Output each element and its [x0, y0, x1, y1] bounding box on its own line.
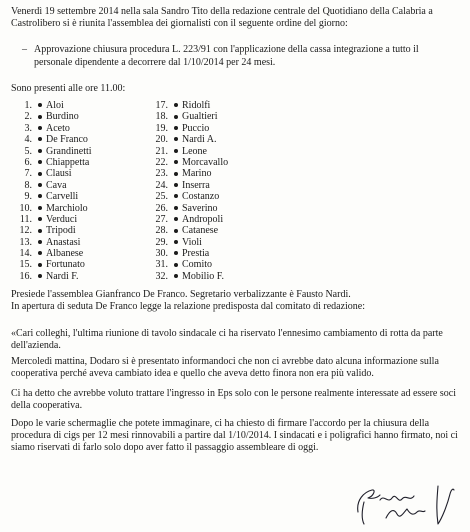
attendee-list-right — [144, 100, 228, 282]
present-heading: Sono presenti alle ore 11.00: — [11, 83, 126, 94]
attendee-row: 3. Aceto — [24, 122, 70, 134]
bullet-dot-icon — [174, 263, 178, 267]
attendee-row: 31. Comito — [155, 259, 213, 271]
bullet-dot-icon — [174, 229, 178, 233]
bullet-dot-icon — [38, 194, 42, 198]
handwritten-signature — [350, 478, 465, 528]
bullet-dot-icon — [174, 172, 178, 176]
attendee-row: 14. Albanese — [19, 248, 84, 260]
attendee-row: 6. Chiappetta — [24, 156, 90, 168]
attendee-row: 32. Mobilio F. — [155, 270, 224, 282]
bullet-dot-icon — [174, 137, 178, 141]
attendee-row: 15. Fortunato — [19, 259, 85, 271]
attendee-row: 7. Clausi — [24, 168, 72, 180]
report-paragraph: Dopo le varie schermaglie che potete immaginare, ci ha chiesto di firmare l'accordo per la chiusura della procedura di cigs per 12 mesi rinnovabili a partire dal 1/10/2014. I sindacati e i poligrafici hanno firmato, noi ci siamo riservati di farlo solo dopo aver fatto il passaggio assembleare di oggi. — [11, 418, 458, 453]
agenda-item-text: Approvazione chiusura procedura L. 223/91 con l'applicazione della cassa integrazione a tutto il personale dipendente a decorrere dal 1/10/2014 per 24 mesi. — [34, 44, 419, 68]
attendee-row: 17. Ridolfi — [155, 100, 211, 111]
attendee-row: 25. Costanzo — [155, 191, 220, 203]
attendee-row: 5. Grandinetti — [24, 145, 92, 157]
bullet-dot-icon — [174, 126, 178, 130]
bullet-dot-icon — [174, 115, 178, 119]
bullet-dot-icon — [38, 172, 42, 176]
bullet-dot-icon — [174, 194, 178, 198]
attendee-row: 4. De Franco — [24, 134, 88, 146]
attendee-row: 13. Anastasi — [19, 236, 81, 248]
intro-paragraph: Venerdì 19 settembre 2014 nella sala Sandro Tito della redazione centrale del Quotidiano della Calabria a Castrolibero si è riunita l'assemblea dei giornalisti con il seguente ordine del giorno: — [11, 6, 433, 29]
bullet-dot-icon — [174, 217, 178, 221]
attendee-row: 29. Violi — [155, 236, 202, 248]
attendee-row: 12. Tripodi — [19, 225, 76, 237]
attendee-row: 30. Prestia — [155, 248, 210, 260]
attendee-row: 26. Saverino — [155, 202, 218, 214]
bullet-dot-icon — [38, 240, 42, 244]
attendee-row: 27. Andropoli — [155, 213, 224, 225]
bullet-dot-icon — [38, 251, 42, 255]
bullet-dot-icon — [174, 149, 178, 153]
attendee-row: 16. Nardi F. — [19, 270, 79, 282]
bullet-dot-icon — [38, 137, 42, 141]
attendee-row: 8. Cava — [24, 179, 67, 191]
report-paragraph: «Cari colleghi, l'ultima riunione di tavolo sindacale ci ha riservato l'ennesimo cambiamento di rotta da parte dell'azienda. — [11, 328, 443, 351]
bullet-dot-icon — [174, 251, 178, 255]
attendee-row: 18. Gualtieri — [155, 111, 218, 123]
bullet-dot-icon — [38, 103, 42, 107]
attendee-row: 22. Morcavallo — [155, 156, 229, 168]
attendee-row: 20. Nardi A. — [155, 134, 217, 146]
attendee-row: 2. Burdino — [24, 111, 79, 123]
bullet-dot-icon — [38, 217, 42, 221]
bullet-dot-icon — [38, 149, 42, 153]
report-paragraph: Ci ha detto che avrebbe voluto trattare l'ingresso in Eps solo con le persone realmente interessate ad essere soci della cooperativa. — [11, 388, 456, 411]
bullet-dot-icon — [38, 115, 42, 119]
bullet-dot-icon — [174, 274, 178, 278]
opening-paragraph: In apertura di seduta De Franco legge la relazione predisposta dal comitato di redazione: — [11, 301, 366, 312]
attendee-row: 28. Catanese — [155, 225, 219, 237]
attendee-row: 9. Carvelli — [24, 191, 79, 203]
bullet-dot-icon — [38, 160, 42, 164]
chair-paragraph: Presiede l'assemblea Gianfranco De Franco. Segretario verbalizzante è Fausto Nardi. — [11, 289, 351, 300]
attendee-row: 1. Aloi — [24, 100, 64, 111]
bullet-dot-icon — [174, 103, 178, 107]
bullet-dot-icon — [174, 206, 178, 210]
dash-bullet-icon: – — [22, 44, 27, 55]
attendee-row: 19. Puccio — [155, 122, 210, 134]
bullet-dot-icon — [38, 274, 42, 278]
bullet-dot-icon — [38, 229, 42, 233]
attendee-row: 23. Marino — [155, 168, 212, 180]
bullet-dot-icon — [38, 183, 42, 187]
attendee-row: 21. Leone — [155, 145, 207, 157]
bullet-dot-icon — [38, 206, 42, 210]
report-paragraph: Mercoledì mattina, Dodaro si è presentato informandoci che non ci avrebbe dato alcuna informazione sulla cooperativa perché aveva cambiato idea e quello che aveva detto finora non era più valido. — [11, 356, 439, 379]
bullet-dot-icon — [174, 160, 178, 164]
bullet-dot-icon — [174, 240, 178, 244]
attendee-row: 24. Inserra — [155, 179, 210, 191]
attendee-list-left — [8, 100, 92, 282]
bullet-dot-icon — [174, 183, 178, 187]
bullet-dot-icon — [38, 126, 42, 130]
agenda-item — [22, 43, 454, 69]
attendee-row: 11. Verduci — [19, 213, 78, 225]
bullet-dot-icon — [38, 263, 42, 267]
attendee-row: 10. Marchiolo — [19, 202, 88, 214]
